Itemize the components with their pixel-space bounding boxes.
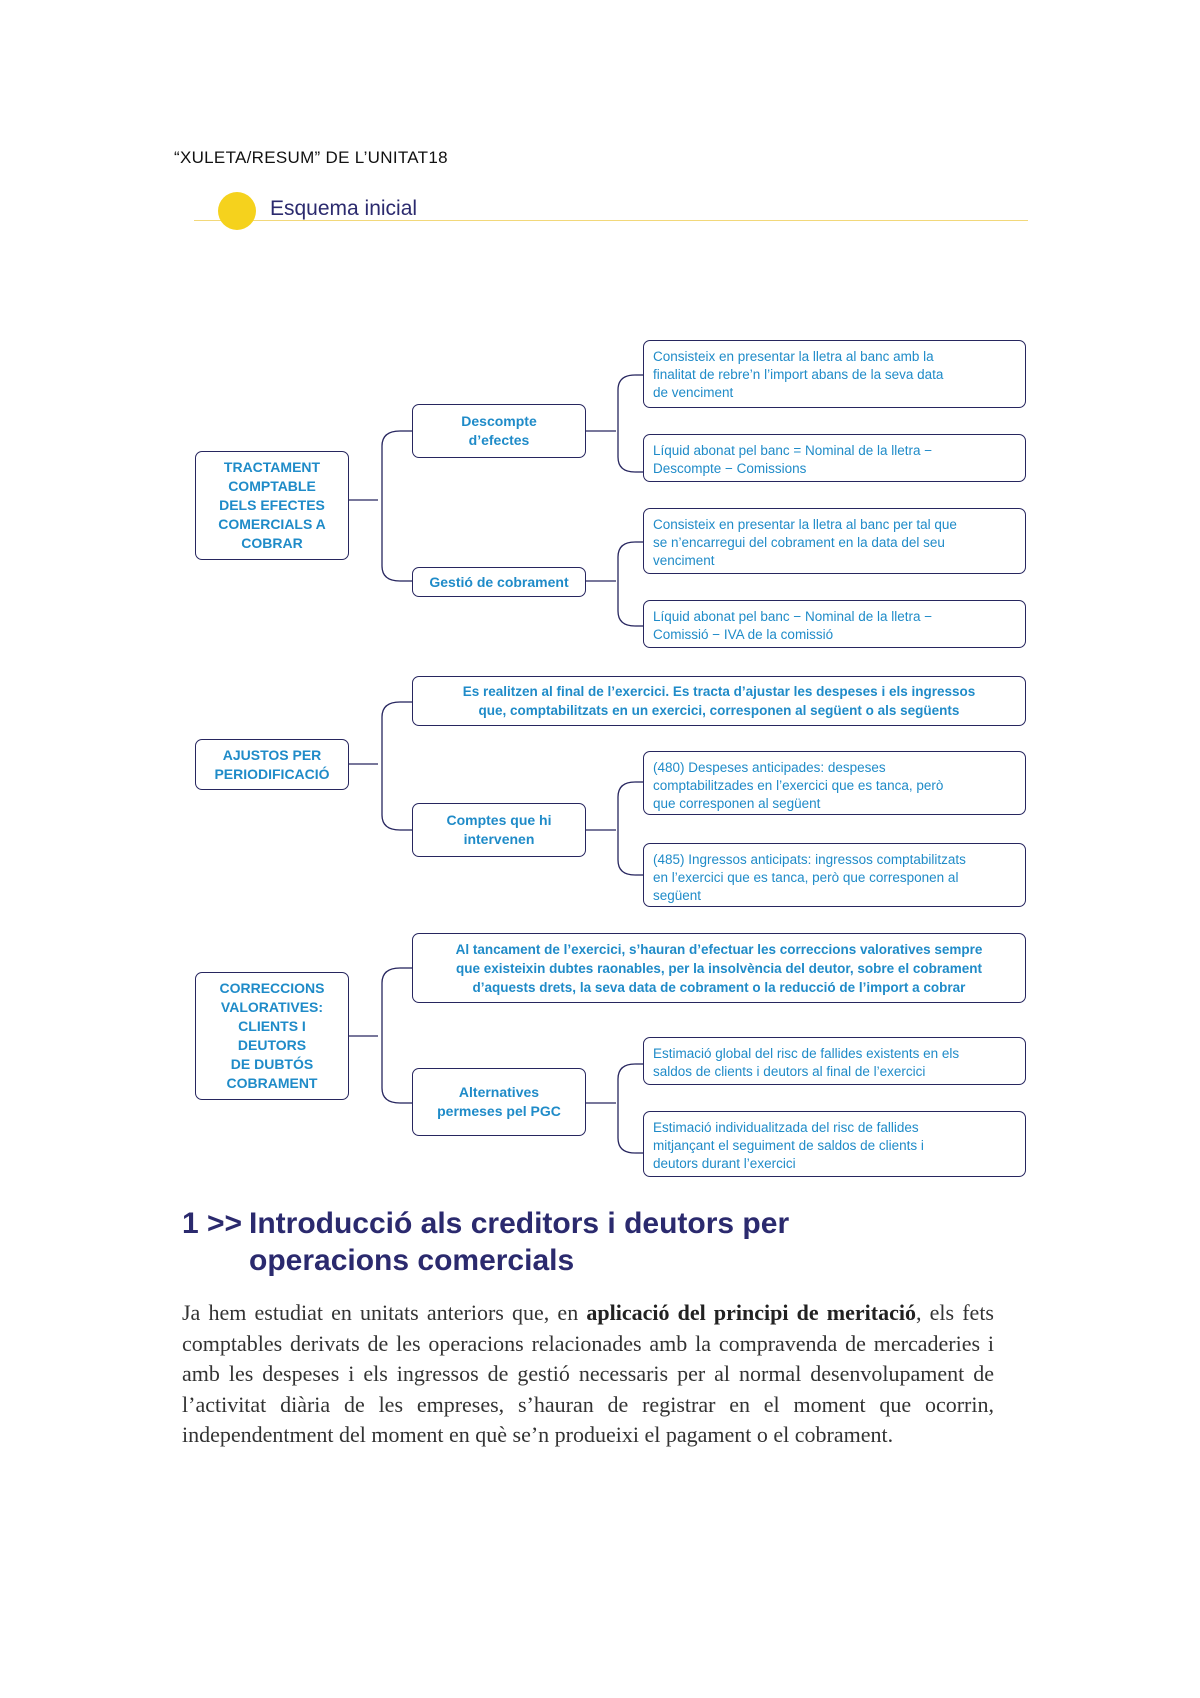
branch-line: intervenen <box>463 831 535 847</box>
wide-line: Es realitzen al final de l’exercici. Es tracta d’ajustar les despeses i els ingressos <box>462 684 976 699</box>
scheme-branch-comptes <box>412 803 586 857</box>
branch-line: Gestió de cobrament <box>429 573 569 590</box>
root-line: PERIODIFICACIÓ <box>214 765 330 782</box>
leaf-line: Consisteix en presentar la lletra al banc amb la <box>653 349 934 364</box>
leaf-line: se n’encarregui del cobrament en la data del seu <box>653 535 945 550</box>
scheme-branch-gestio <box>412 567 586 597</box>
heading-line: operacions comercials <box>249 1244 575 1277</box>
branch-line: Alternatives <box>458 1084 540 1100</box>
scheme-leaf-estimacio-individualitzada <box>643 1111 1026 1177</box>
scheme-leaf-gestio-formula <box>643 600 1026 648</box>
leaf-line: mitjançant el seguiment de saldos de clients i <box>653 1138 924 1153</box>
scheme-leaf-despeses-anticipades <box>643 751 1026 815</box>
section-header <box>194 192 1028 232</box>
root-line: COMERCIALS A <box>218 516 326 532</box>
leaf-line: que corresponen al següent <box>653 796 821 811</box>
root-line: CLIENTS I <box>238 1018 306 1034</box>
scheme-leaf-ingressos-anticipats <box>643 843 1026 907</box>
scheme-root-correccions <box>195 972 349 1100</box>
paragraph-bold-text: aplicació del principi de meritació <box>586 1300 916 1325</box>
leaf-line: següent <box>653 888 702 903</box>
wide-line: que, comptabilitzats en un exercici, corresponen al següent o als següents <box>478 703 960 718</box>
scheme-leaf-gestio-definition <box>643 508 1026 574</box>
root-line: COBRAMENT <box>226 1075 318 1091</box>
leaf-line: comptabilitzades en l’exercici que es tanca, però <box>653 778 944 793</box>
leaf-line: Descompte − Comissions <box>653 461 807 476</box>
root-line: DEUTORS <box>237 1037 307 1053</box>
leaf-line: de venciment <box>653 385 734 400</box>
leaf-line: en l’exercici que es tanca, però que corresponen al <box>653 870 959 885</box>
scheme-branch-alternatives <box>412 1068 586 1136</box>
scheme-root-tractament <box>195 451 349 560</box>
leaf-line: Consisteix en presentar la lletra al banc per tal que <box>653 517 957 532</box>
intro-paragraph <box>182 1298 994 1451</box>
wide-line: d’aquests drets, la seva data de cobrament o la reducció de l’import a cobrar <box>472 979 966 995</box>
leaf-line: Estimació individualitzada del risc de fallides <box>653 1120 919 1135</box>
leaf-line: (485) Ingressos anticipats: ingressos comptabilitzats <box>653 852 966 867</box>
scheme-leaf-estimacio-global <box>643 1037 1026 1085</box>
section-number: 1 >> <box>182 1207 243 1240</box>
paragraph-text: , els fets comptables derivats de les operacions relacionades amb la compravenda de mercaderies i amb les despeses i els ingressos de gestió necessaris per al normal desenvolupament de l’activitat diària de les empreses, s’hauran de registrar en el moment que ocorrin, independentment del moment en què se’n produeixi el pagament o el cobrament. <box>182 1300 994 1447</box>
scheme-leaf-descompte-formula <box>643 434 1026 482</box>
root-line: DELS EFECTES <box>219 497 325 513</box>
wide-line: Al tancament de l’exercici, s’hauran d’efectuar les correccions valoratives sempre <box>455 941 983 957</box>
wide-line: que existeixin dubtes raonables, per la insolvència del deutor, sobre el cobrament <box>456 960 982 976</box>
root-line: TRACTAMENT <box>223 459 321 475</box>
leaf-line: Estimació global del risc de fallides existents en els <box>653 1046 960 1061</box>
scheme-root-ajustos <box>195 739 349 790</box>
leaf-line: Comissió − IVA de la comissió <box>653 627 834 642</box>
yellow-dot-icon <box>218 192 256 230</box>
leaf-line: venciment <box>653 553 715 568</box>
root-line: CORRECCIONS <box>219 980 325 996</box>
scheme-wide-ajustos-definition <box>412 676 1026 726</box>
leaf-line: (480) Despeses anticipades: despeses <box>653 760 886 775</box>
branch-line: Descompte <box>461 413 537 429</box>
root-line: COMPTABLE <box>228 478 316 494</box>
section-heading-text <box>249 1205 949 1279</box>
section-title: Esquema inicial <box>270 197 418 220</box>
root-line: AJUSTOS PER <box>222 746 322 763</box>
root-line: DE DUBTÓS <box>230 1056 314 1072</box>
scheme-branch-descompte <box>412 404 586 458</box>
branch-line: d’efectes <box>468 432 530 448</box>
leaf-line: finalitat de rebre’n l’import abans de la seva data <box>653 367 944 382</box>
leaf-line: Líquid abonat pel banc − Nominal de la lletra − <box>653 609 933 624</box>
document-title: “XULETA/RESUM” DE L’UNITAT18 <box>174 148 448 167</box>
scheme-wide-correccions-definition <box>412 933 1026 1003</box>
root-line: COBRAR <box>241 535 303 551</box>
leaf-line: Líquid abonat pel banc = Nominal de la lletra − <box>653 443 933 458</box>
scheme-leaf-descompte-definition <box>643 340 1026 408</box>
leaf-line: saldos de clients i deutors al final de l’exercici <box>653 1064 926 1079</box>
branch-line: permeses pel PGC <box>437 1103 561 1119</box>
heading-line: Introducció als creditors i deutors per <box>249 1207 790 1240</box>
leaf-line: deutors durant l’exercici <box>653 1156 796 1171</box>
paragraph-text: Ja hem estudiat en unitats anteriors que, en <box>182 1300 587 1325</box>
branch-line: Comptes que hi <box>446 812 552 828</box>
root-line: VALORATIVES: <box>220 999 324 1015</box>
